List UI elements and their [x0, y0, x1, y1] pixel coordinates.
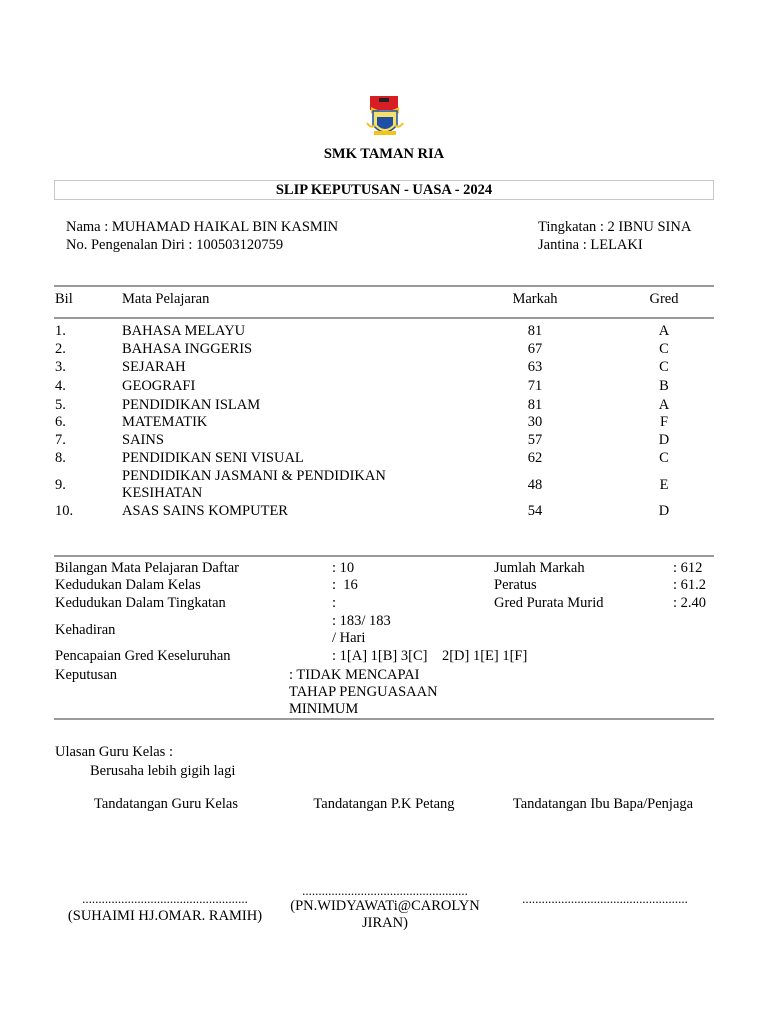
subjects-count-value: : 10: [332, 560, 355, 576]
row-grade: E: [659, 477, 669, 493]
table-top-rule: [54, 285, 714, 287]
remarks-text: Berusaha lebih gigih lagi: [90, 763, 236, 779]
table-row: [0, 323, 768, 340]
row-bil: 2.: [55, 341, 66, 357]
row-mark: 54: [527, 503, 543, 519]
table-row: [0, 450, 768, 467]
header-mark: Markah: [512, 291, 558, 307]
pk-name: (PN.WIDYAWATi@CAROLYN JIRAN): [290, 898, 480, 931]
total-marks-label: Jumlah Markah: [494, 560, 585, 576]
row-bil: 1.: [55, 323, 66, 339]
student-class: Tingkatan : 2 IBNU SINA: [538, 219, 692, 235]
row-mark: 48: [527, 477, 543, 493]
row-mark: 67: [527, 341, 543, 357]
row-bil: 5.: [55, 397, 66, 413]
percentage-value: : 61.2: [673, 577, 707, 593]
overall-grade-value: : 1[A] 1[B] 3[C] 2[D] 1[E] 1[F]: [332, 648, 528, 664]
row-grade: B: [659, 378, 669, 394]
header-bil: Bil: [55, 291, 73, 307]
student-id: No. Pengenalan Diri : 100503120759: [66, 237, 284, 253]
remarks-label: Ulasan Guru Kelas :: [55, 744, 173, 760]
row-subject: BAHASA MELAYU: [122, 323, 246, 339]
summary-top-rule: [54, 555, 714, 557]
row-subject: SAINS: [122, 432, 164, 448]
row-subject: PENDIDIKAN JASMANI & PENDIDIKAN KESIHATAN: [122, 468, 386, 501]
row-bil: 4.: [55, 378, 66, 394]
decision-value: : TIDAK MENCAPAI TAHAP PENGUASAAN MINIMUM: [289, 667, 438, 717]
pk-signature-title: Tandatangan P.K Petang: [313, 796, 455, 812]
attendance-value: : 183/ 183 / Hari: [332, 613, 391, 646]
parent-signature-title: Tandatangan Ibu Bapa/Penjaga: [512, 796, 694, 812]
table-row: [0, 397, 768, 414]
row-mark: 71: [527, 378, 543, 394]
parent-signature-line: ...................................................: [522, 891, 688, 906]
gpa-value: : 2.40: [673, 595, 707, 611]
slip-title: SLIP KEPUTUSAN - UASA - 2024: [54, 180, 714, 200]
percentage-label: Peratus: [494, 577, 537, 593]
total-marks-value: : 612: [673, 560, 703, 576]
row-subject: PENDIDIKAN SENI VISUAL: [122, 450, 304, 466]
decision-label: Keputusan: [55, 667, 118, 683]
row-subject: BAHASA INGGERIS: [122, 341, 253, 357]
row-subject: MATEMATIK: [122, 414, 208, 430]
table-row: [0, 378, 768, 395]
overall-grade-label: Pencapaian Gred Keseluruhan: [55, 648, 231, 664]
row-grade: F: [659, 414, 669, 430]
row-subject: PENDIDIKAN ISLAM: [122, 397, 261, 413]
row-bil: 3.: [55, 359, 66, 375]
table-row: [0, 359, 768, 376]
row-subject: SEJARAH: [122, 359, 186, 375]
table-row: [0, 341, 768, 358]
teacher-signature-line: ...................................................: [82, 891, 248, 906]
table-header-rule: [54, 317, 714, 319]
class-rank-value: : 16: [332, 577, 358, 593]
row-mark: 81: [527, 323, 543, 339]
teacher-name: (SUHAIMI HJ.OMAR. RAMIH): [67, 908, 263, 924]
form-rank-value: :: [332, 595, 337, 611]
row-bil: 7.: [55, 432, 66, 448]
row-mark: 81: [527, 397, 543, 413]
attendance-label: Kehadiran: [55, 622, 116, 638]
row-grade: D: [658, 503, 670, 519]
row-bil: 10.: [55, 503, 74, 519]
table-row: [0, 503, 768, 520]
row-grade: A: [658, 323, 670, 339]
row-grade: C: [659, 359, 669, 375]
table-row: [0, 414, 768, 431]
row-subject: ASAS SAINS KOMPUTER: [122, 503, 288, 519]
summary-bottom-rule: [54, 718, 714, 720]
gpa-label: Gred Purata Murid: [494, 595, 604, 611]
teacher-signature-title: Tandatangan Guru Kelas: [94, 796, 238, 812]
row-mark: 63: [527, 359, 543, 375]
header-subject: Mata Pelajaran: [122, 291, 210, 307]
table-row: [0, 432, 768, 449]
form-rank-label: Kedudukan Dalam Tingkatan: [55, 595, 226, 611]
student-gender: Jantina : LELAKI: [538, 237, 643, 253]
row-grade: D: [658, 432, 670, 448]
row-mark: 30: [527, 414, 543, 430]
row-subject: GEOGRAFI: [122, 378, 196, 394]
row-mark: 62: [527, 450, 543, 466]
row-grade: C: [659, 450, 669, 466]
row-grade: A: [658, 397, 670, 413]
school-crest-logo: [365, 95, 405, 141]
subjects-count-label: Bilangan Mata Pelajaran Daftar: [55, 560, 239, 576]
student-name: Nama : MUHAMAD HAIKAL BIN KASMIN: [66, 219, 339, 235]
pk-signature-line: ...................................................: [302, 883, 468, 898]
school-name: SMK TAMAN RIA: [323, 146, 445, 162]
row-mark: 57: [527, 432, 543, 448]
row-grade: C: [659, 341, 669, 357]
table-row: [0, 468, 768, 503]
header-grade: Gred: [649, 291, 679, 307]
row-bil: 9.: [55, 477, 66, 493]
table-header: [0, 291, 768, 308]
row-bil: 6.: [55, 414, 66, 430]
class-rank-label: Kedudukan Dalam Kelas: [55, 577, 201, 593]
row-bil: 8.: [55, 450, 66, 466]
